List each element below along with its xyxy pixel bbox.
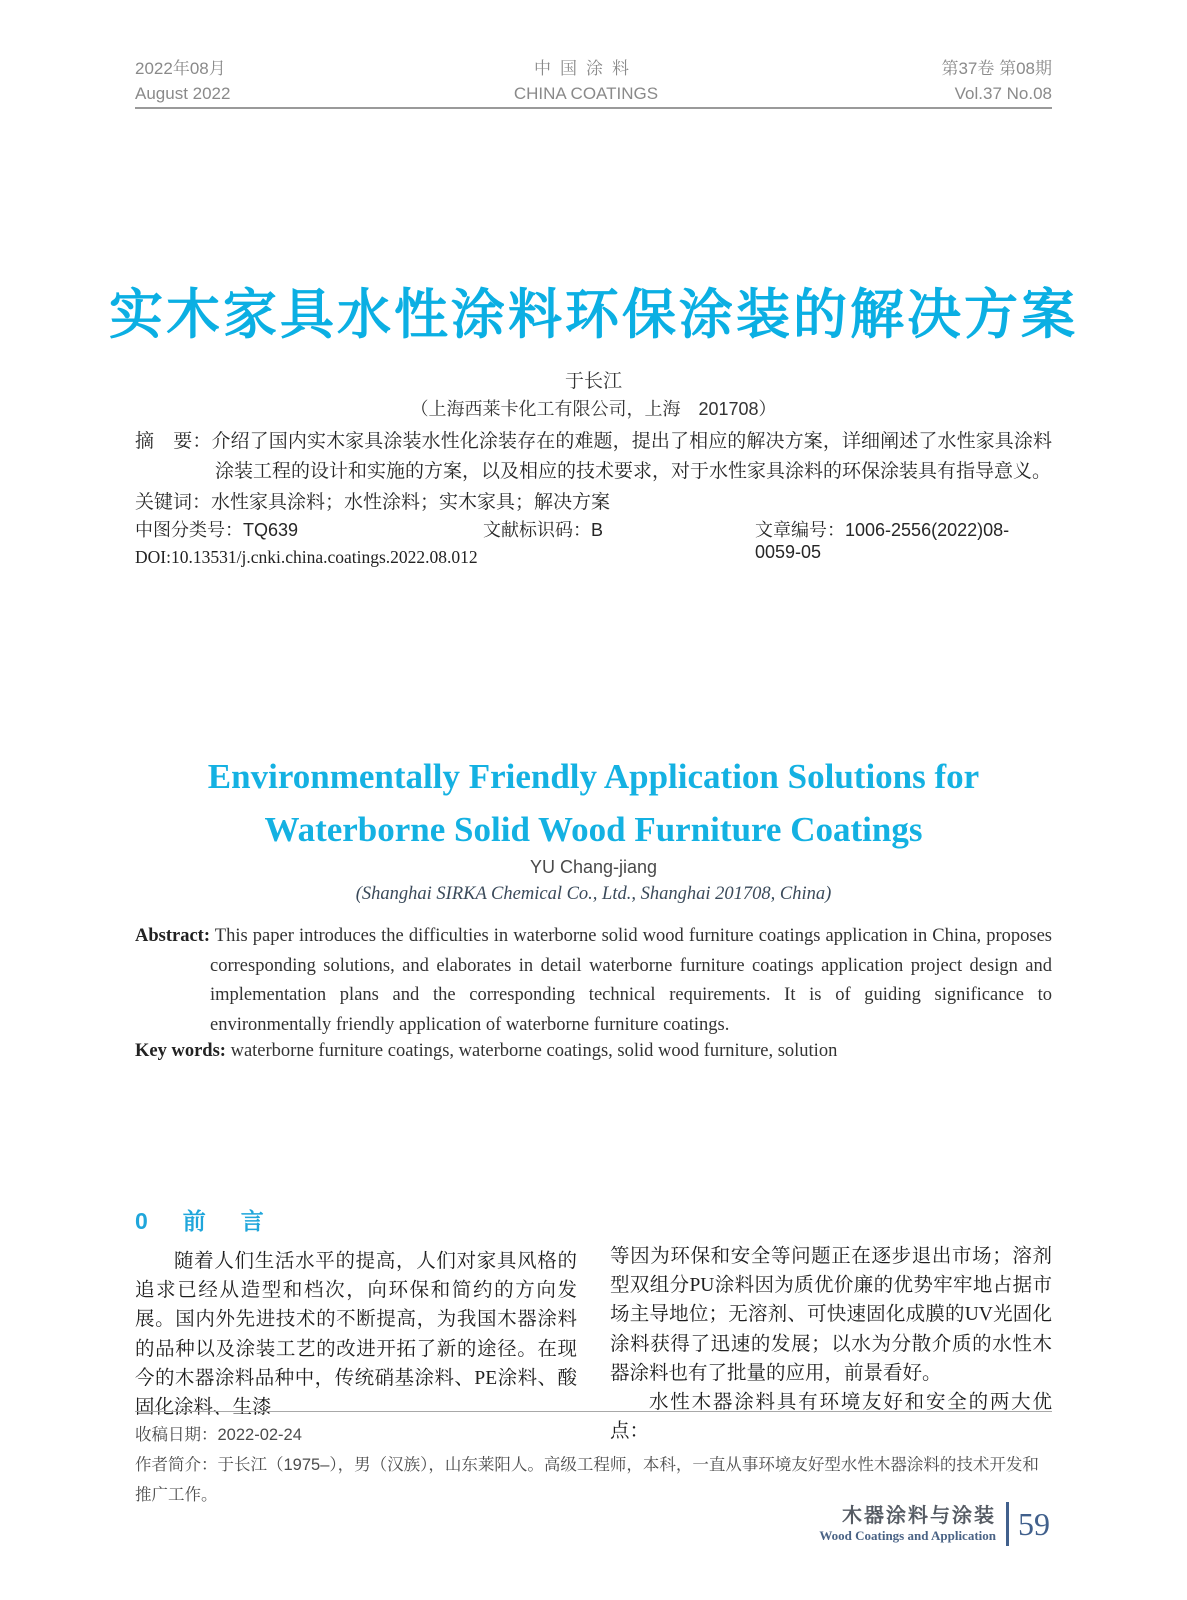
keywords-text-en: waterborne furniture coatings, waterborne coatings, solid wood furniture, solution [225, 1041, 838, 1061]
header-issue-date [135, 56, 230, 106]
article-title-en-line1: Environmentally Friendly Application Solutions for [207, 757, 980, 796]
received-date: 收稿日期：2022-02-24 [135, 1426, 302, 1444]
abstract-label-en: Abstract: [135, 926, 211, 946]
body-column-right [610, 1203, 1052, 1446]
author-bio: 作者简介：于长江（1975–），男（汉族），山东莱阳人。高级工程师，本科，一直从事环境友好型水性木器涂料的技术开发和推广工作。 [135, 1456, 1039, 1504]
abstract-text-en: This paper introduces the difficulties in waterborne solid wood furniture coatings application in China, proposes corresponding solutions, and elaborates in detail waterborne furniture coatings application project design and implementation plans and the corresponding technical requirements. It is of guiding significance to environmentally friendly application of waterborne furniture coatings. [210, 926, 1052, 1035]
abstract-cn [135, 427, 1052, 487]
body-paragraph-1-right: 等因为环保和安全等问题正在逐步退出市场；溶剂型双组分PU涂料因为质优价廉的优势牢牢地占据市场主导地位；无溶剂、可快速固化成膜的UV光固化涂料获得了迅速的发展；以水为分散介质的水性木器涂料也有了批量的应用，前景看好。 [610, 1246, 1052, 1384]
footnote-divider [135, 1411, 1052, 1412]
journal-name-cn: 中国涂料 [533, 59, 638, 78]
document-code: 文献标识码：B [483, 520, 604, 540]
header-divider [135, 107, 1052, 109]
header-volume-issue [941, 56, 1052, 106]
author-affiliation-cn: （上海西莱卡化工有限公司，上海 201708） [410, 399, 777, 419]
abstract-text-cn: 介绍了国内实木家具涂装水性化涂装存在的难题，提出了相应的解决方案，详细阐述了水性家具涂料涂装工程的设计和实施的方案，以及相应的技术要求，对于水性家具涂料的环保涂装具有指导意义。 [211, 431, 1052, 482]
article-title-en [0, 750, 1187, 856]
keywords-label-cn: 关键词： [135, 492, 212, 513]
issue-date-cn: 2022年08月 [135, 59, 226, 78]
page-footer [819, 1502, 1050, 1546]
keywords-en [135, 1041, 1052, 1062]
abstract-en [135, 922, 1052, 1040]
footnotes [135, 1420, 1052, 1510]
author-name-en: YU Chang-jiang [529, 857, 658, 877]
article-title-cn: 实木家具水性涂料环保涂装的解决方案 [109, 285, 1078, 345]
page-header [135, 56, 1052, 106]
body-paragraph-2-start: 水性木器涂料具有环境友好和安全的两大优点： [610, 1392, 1052, 1443]
journal-name-en: CHINA COATINGS [513, 84, 659, 103]
header-journal-name [514, 56, 658, 106]
author-affiliation-en: (Shanghai SIRKA Chemical Co., Ltd., Shanghai 201708, China) [355, 884, 832, 904]
volume-issue-en: Vol.37 No.08 [954, 84, 1052, 103]
keywords-cn [135, 487, 1052, 514]
footer-divider-bar [1006, 1502, 1009, 1546]
article-title-en-line2: Waterborne Solid Wood Furniture Coatings [264, 810, 923, 849]
keywords-label-en: Key words: [135, 1041, 226, 1061]
footer-column-title-en: Wood Coatings and Application [819, 1527, 996, 1543]
clc-number: 中图分类号：TQ639 [135, 520, 299, 540]
body-paragraph-1-left: 随着人们生活水平的提高，人们对家具风格的追求已经从造型和档次，向环保和简约的方向发展。国内外先进技术的不断提高，为我国木器涂料的品种以及涂装工艺的改进开拓了新的途径。在现今的木器涂料品种中，传统硝基涂料、PE涂料、酸固化涂料、生漆 [135, 1251, 577, 1419]
volume-issue-cn: 第37卷 第08期 [941, 59, 1052, 78]
keywords-text-cn: 水性家具涂料；水性涂料；实木家具；解决方案 [211, 492, 611, 513]
footer-column-title [819, 1505, 996, 1544]
issue-date-en: August 2022 [135, 84, 231, 103]
doi: DOI:10.13531/j.cnki.china.coatings.2022.08.012 [135, 547, 478, 567]
author-name-cn: 于长江 [564, 371, 622, 392]
page-number: 59 [1018, 1505, 1050, 1542]
body-column-left [135, 1203, 577, 1446]
article-body [135, 1203, 1052, 1446]
abstract-label-cn: 摘 要： [135, 431, 212, 452]
section-heading-0: 0 前 言 [135, 1208, 270, 1234]
footer-column-title-cn: 木器涂料与涂装 [842, 1504, 996, 1527]
article-id: 文章编号：1006-2556(2022)08-0059-05 [755, 520, 1010, 562]
